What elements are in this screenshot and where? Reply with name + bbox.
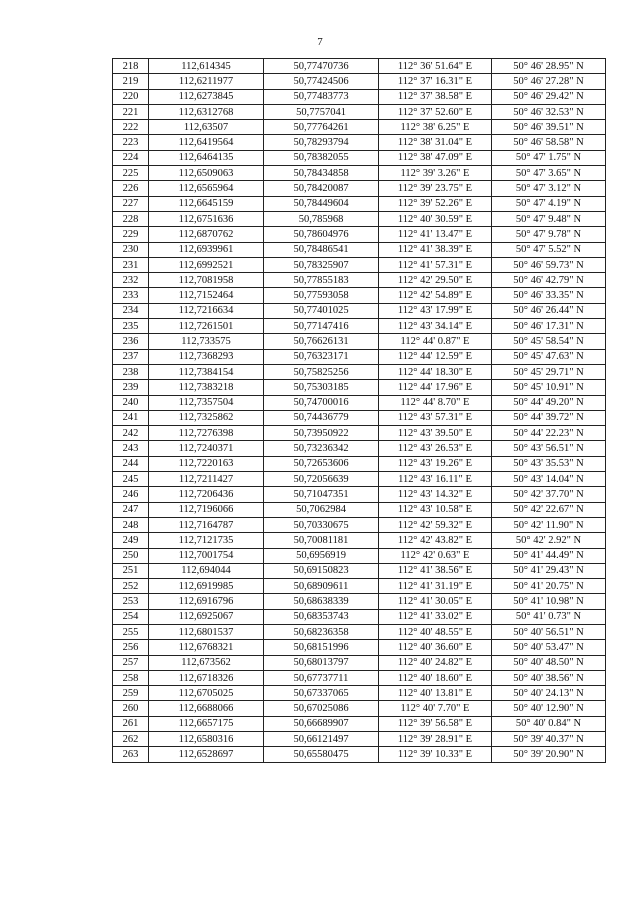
point-number-cell: 260 xyxy=(113,701,149,716)
y-decimal-cell: 50,68909611 xyxy=(264,579,379,594)
table-row xyxy=(113,74,606,89)
table-row xyxy=(113,472,606,487)
point-number-cell: 234 xyxy=(113,303,149,318)
latitude-dms-cell: 50° 42' 2.92" N xyxy=(492,533,606,548)
point-number-cell: 223 xyxy=(113,135,149,150)
longitude-dms-cell: 112° 44' 18.30" E xyxy=(379,364,492,379)
x-decimal-cell: 112,7220163 xyxy=(149,456,264,471)
point-number-cell: 225 xyxy=(113,166,149,181)
y-decimal-cell: 50,68236358 xyxy=(264,624,379,639)
y-decimal-cell: 50,76323171 xyxy=(264,349,379,364)
point-number-cell: 240 xyxy=(113,395,149,410)
table-row xyxy=(113,655,606,670)
latitude-dms-cell: 50° 43' 56.51" N xyxy=(492,441,606,456)
y-decimal-cell: 50,78486541 xyxy=(264,242,379,257)
longitude-dms-cell: 112° 42' 29.50" E xyxy=(379,273,492,288)
point-number-cell: 222 xyxy=(113,120,149,135)
point-number-cell: 253 xyxy=(113,594,149,609)
x-decimal-cell: 112,63507 xyxy=(149,120,264,135)
longitude-dms-cell: 112° 40' 18.60" E xyxy=(379,670,492,685)
latitude-dms-cell: 50° 42' 22.67" N xyxy=(492,502,606,517)
table-row xyxy=(113,686,606,701)
point-number-cell: 242 xyxy=(113,426,149,441)
table-row xyxy=(113,150,606,165)
longitude-dms-cell: 112° 43' 26.53" E xyxy=(379,441,492,456)
x-decimal-cell: 112,6528697 xyxy=(149,747,264,762)
table-row xyxy=(113,135,606,150)
x-decimal-cell: 112,6992521 xyxy=(149,257,264,272)
latitude-dms-cell: 50° 41' 29.43" N xyxy=(492,563,606,578)
y-decimal-cell: 50,65580475 xyxy=(264,747,379,762)
latitude-dms-cell: 50° 40' 56.51" N xyxy=(492,624,606,639)
y-decimal-cell: 50,68151996 xyxy=(264,640,379,655)
point-number-cell: 249 xyxy=(113,533,149,548)
x-decimal-cell: 112,6919985 xyxy=(149,579,264,594)
latitude-dms-cell: 50° 40' 48.50" N xyxy=(492,655,606,670)
latitude-dms-cell: 50° 44' 22.23" N xyxy=(492,426,606,441)
point-number-cell: 256 xyxy=(113,640,149,655)
point-number-cell: 252 xyxy=(113,579,149,594)
latitude-dms-cell: 50° 47' 9.78" N xyxy=(492,227,606,242)
point-number-cell: 243 xyxy=(113,441,149,456)
table-row xyxy=(113,334,606,349)
x-decimal-cell: 112,6705025 xyxy=(149,686,264,701)
table-row xyxy=(113,410,606,425)
longitude-dms-cell: 112° 42' 59.32" E xyxy=(379,517,492,532)
longitude-dms-cell: 112° 42' 0.63" E xyxy=(379,548,492,563)
y-decimal-cell: 50,7757041 xyxy=(264,104,379,119)
longitude-dms-cell: 112° 39' 52.26" E xyxy=(379,196,492,211)
point-number-cell: 262 xyxy=(113,732,149,747)
y-decimal-cell: 50,7062984 xyxy=(264,502,379,517)
y-decimal-cell: 50,78434858 xyxy=(264,166,379,181)
x-decimal-cell: 112,6801537 xyxy=(149,624,264,639)
latitude-dms-cell: 50° 41' 0.73" N xyxy=(492,609,606,624)
y-decimal-cell: 50,77855183 xyxy=(264,273,379,288)
y-decimal-cell: 50,74700016 xyxy=(264,395,379,410)
x-decimal-cell: 112,6565964 xyxy=(149,181,264,196)
y-decimal-cell: 50,76626131 xyxy=(264,334,379,349)
y-decimal-cell: 50,78325907 xyxy=(264,257,379,272)
table-row xyxy=(113,349,606,364)
table-row xyxy=(113,120,606,135)
point-number-cell: 221 xyxy=(113,104,149,119)
longitude-dms-cell: 112° 40' 13.81" E xyxy=(379,686,492,701)
y-decimal-cell: 50,78604976 xyxy=(264,227,379,242)
longitude-dms-cell: 112° 40' 36.60" E xyxy=(379,640,492,655)
point-number-cell: 245 xyxy=(113,472,149,487)
table-row xyxy=(113,716,606,731)
longitude-dms-cell: 112° 41' 13.47" E xyxy=(379,227,492,242)
x-decimal-cell: 112,7001754 xyxy=(149,548,264,563)
latitude-dms-cell: 50° 46' 33.35" N xyxy=(492,288,606,303)
longitude-dms-cell: 112° 37' 16.31" E xyxy=(379,74,492,89)
x-decimal-cell: 112,733575 xyxy=(149,334,264,349)
longitude-dms-cell: 112° 39' 3.26" E xyxy=(379,166,492,181)
point-number-cell: 224 xyxy=(113,150,149,165)
longitude-dms-cell: 112° 43' 57.31" E xyxy=(379,410,492,425)
longitude-dms-cell: 112° 44' 8.70" E xyxy=(379,395,492,410)
table-row xyxy=(113,441,606,456)
table-row xyxy=(113,319,606,334)
latitude-dms-cell: 50° 40' 12.90" N xyxy=(492,701,606,716)
longitude-dms-cell: 112° 37' 52.60" E xyxy=(379,104,492,119)
table-row xyxy=(113,395,606,410)
x-decimal-cell: 112,7121735 xyxy=(149,533,264,548)
longitude-dms-cell: 112° 41' 30.05" E xyxy=(379,594,492,609)
latitude-dms-cell: 50° 40' 0.84" N xyxy=(492,716,606,731)
y-decimal-cell: 50,73950922 xyxy=(264,426,379,441)
latitude-dms-cell: 50° 46' 58.58" N xyxy=(492,135,606,150)
table-row xyxy=(113,380,606,395)
table-row xyxy=(113,747,606,762)
point-number-cell: 238 xyxy=(113,364,149,379)
table-row xyxy=(113,227,606,242)
y-decimal-cell: 50,77764261 xyxy=(264,120,379,135)
table-row xyxy=(113,487,606,502)
y-decimal-cell: 50,78382055 xyxy=(264,150,379,165)
x-decimal-cell: 112,6688066 xyxy=(149,701,264,716)
x-decimal-cell: 112,7383218 xyxy=(149,380,264,395)
x-decimal-cell: 112,673562 xyxy=(149,655,264,670)
table-row xyxy=(113,104,606,119)
latitude-dms-cell: 50° 45' 47.63" N xyxy=(492,349,606,364)
latitude-dms-cell: 50° 46' 59.73" N xyxy=(492,257,606,272)
point-number-cell: 220 xyxy=(113,89,149,104)
x-decimal-cell: 112,7196066 xyxy=(149,502,264,517)
y-decimal-cell: 50,66689907 xyxy=(264,716,379,731)
latitude-dms-cell: 50° 47' 3.65" N xyxy=(492,166,606,181)
y-decimal-cell: 50,68013797 xyxy=(264,655,379,670)
y-decimal-cell: 50,77424506 xyxy=(264,74,379,89)
x-decimal-cell: 112,614345 xyxy=(149,59,264,74)
latitude-dms-cell: 50° 45' 29.71" N xyxy=(492,364,606,379)
y-decimal-cell: 50,70330675 xyxy=(264,517,379,532)
latitude-dms-cell: 50° 47' 4.19" N xyxy=(492,196,606,211)
x-decimal-cell: 112,6211977 xyxy=(149,74,264,89)
point-number-cell: 247 xyxy=(113,502,149,517)
latitude-dms-cell: 50° 45' 10.91" N xyxy=(492,380,606,395)
latitude-dms-cell: 50° 39' 20.90" N xyxy=(492,747,606,762)
longitude-dms-cell: 112° 41' 31.19" E xyxy=(379,579,492,594)
x-decimal-cell: 112,6273845 xyxy=(149,89,264,104)
latitude-dms-cell: 50° 43' 35.53" N xyxy=(492,456,606,471)
y-decimal-cell: 50,78293794 xyxy=(264,135,379,150)
table-row xyxy=(113,59,606,74)
point-number-cell: 248 xyxy=(113,517,149,532)
latitude-dms-cell: 50° 47' 5.52" N xyxy=(492,242,606,257)
point-number-cell: 237 xyxy=(113,349,149,364)
longitude-dms-cell: 112° 41' 33.02" E xyxy=(379,609,492,624)
latitude-dms-cell: 50° 46' 26.44" N xyxy=(492,303,606,318)
x-decimal-cell: 112,6870762 xyxy=(149,227,264,242)
x-decimal-cell: 112,6718326 xyxy=(149,670,264,685)
y-decimal-cell: 50,70081181 xyxy=(264,533,379,548)
x-decimal-cell: 112,7325862 xyxy=(149,410,264,425)
point-number-cell: 233 xyxy=(113,288,149,303)
latitude-dms-cell: 50° 40' 38.56" N xyxy=(492,670,606,685)
x-decimal-cell: 112,6312768 xyxy=(149,104,264,119)
latitude-dms-cell: 50° 39' 40.37" N xyxy=(492,732,606,747)
y-decimal-cell: 50,71047351 xyxy=(264,487,379,502)
longitude-dms-cell: 112° 39' 56.58" E xyxy=(379,716,492,731)
table-row xyxy=(113,701,606,716)
latitude-dms-cell: 50° 46' 42.79" N xyxy=(492,273,606,288)
latitude-dms-cell: 50° 43' 14.04" N xyxy=(492,472,606,487)
latitude-dms-cell: 50° 42' 37.70" N xyxy=(492,487,606,502)
table-row xyxy=(113,517,606,532)
point-number-cell: 226 xyxy=(113,181,149,196)
y-decimal-cell: 50,72056639 xyxy=(264,472,379,487)
y-decimal-cell: 50,74436779 xyxy=(264,410,379,425)
longitude-dms-cell: 112° 38' 31.04" E xyxy=(379,135,492,150)
longitude-dms-cell: 112° 41' 57.31" E xyxy=(379,257,492,272)
latitude-dms-cell: 50° 46' 27.28" N xyxy=(492,74,606,89)
coordinates-table xyxy=(112,58,606,763)
y-decimal-cell: 50,73236342 xyxy=(264,441,379,456)
page-number: 7 xyxy=(317,36,323,48)
table-row xyxy=(113,533,606,548)
latitude-dms-cell: 50° 44' 39.72" N xyxy=(492,410,606,425)
x-decimal-cell: 112,7240371 xyxy=(149,441,264,456)
y-decimal-cell: 50,77470736 xyxy=(264,59,379,74)
point-number-cell: 251 xyxy=(113,563,149,578)
longitude-dms-cell: 112° 42' 43.82" E xyxy=(379,533,492,548)
point-number-cell: 261 xyxy=(113,716,149,731)
longitude-dms-cell: 112° 43' 19.26" E xyxy=(379,456,492,471)
table-row xyxy=(113,456,606,471)
x-decimal-cell: 112,6939961 xyxy=(149,242,264,257)
latitude-dms-cell: 50° 40' 53.47" N xyxy=(492,640,606,655)
longitude-dms-cell: 112° 37' 38.58" E xyxy=(379,89,492,104)
table-row xyxy=(113,670,606,685)
latitude-dms-cell: 50° 47' 9.48" N xyxy=(492,211,606,226)
latitude-dms-cell: 50° 46' 39.51" N xyxy=(492,120,606,135)
y-decimal-cell: 50,78420087 xyxy=(264,181,379,196)
point-number-cell: 219 xyxy=(113,74,149,89)
longitude-dms-cell: 112° 40' 48.55" E xyxy=(379,624,492,639)
table-row xyxy=(113,288,606,303)
y-decimal-cell: 50,67737711 xyxy=(264,670,379,685)
longitude-dms-cell: 112° 43' 16.11" E xyxy=(379,472,492,487)
y-decimal-cell: 50,68353743 xyxy=(264,609,379,624)
latitude-dms-cell: 50° 41' 20.75" N xyxy=(492,579,606,594)
x-decimal-cell: 112,7211427 xyxy=(149,472,264,487)
x-decimal-cell: 112,7384154 xyxy=(149,364,264,379)
y-decimal-cell: 50,77401025 xyxy=(264,303,379,318)
longitude-dms-cell: 112° 44' 17.96" E xyxy=(379,380,492,395)
table-row xyxy=(113,196,606,211)
longitude-dms-cell: 112° 38' 6.25" E xyxy=(379,120,492,135)
point-number-cell: 257 xyxy=(113,655,149,670)
table-row xyxy=(113,242,606,257)
point-number-cell: 228 xyxy=(113,211,149,226)
y-decimal-cell: 50,75825256 xyxy=(264,364,379,379)
longitude-dms-cell: 112° 39' 10.33" E xyxy=(379,747,492,762)
y-decimal-cell: 50,77593058 xyxy=(264,288,379,303)
x-decimal-cell: 112,7164787 xyxy=(149,517,264,532)
longitude-dms-cell: 112° 43' 10.58" E xyxy=(379,502,492,517)
table-row xyxy=(113,640,606,655)
x-decimal-cell: 112,6580316 xyxy=(149,732,264,747)
point-number-cell: 232 xyxy=(113,273,149,288)
point-number-cell: 255 xyxy=(113,624,149,639)
latitude-dms-cell: 50° 46' 28.95" N xyxy=(492,59,606,74)
table-row xyxy=(113,548,606,563)
latitude-dms-cell: 50° 47' 3.12" N xyxy=(492,181,606,196)
table-row xyxy=(113,624,606,639)
table-row xyxy=(113,579,606,594)
longitude-dms-cell: 112° 43' 34.14" E xyxy=(379,319,492,334)
table-row xyxy=(113,303,606,318)
table-row xyxy=(113,166,606,181)
point-number-cell: 229 xyxy=(113,227,149,242)
point-number-cell: 254 xyxy=(113,609,149,624)
coordinates-table-body xyxy=(113,59,606,763)
longitude-dms-cell: 112° 39' 28.91" E xyxy=(379,732,492,747)
x-decimal-cell: 112,6751636 xyxy=(149,211,264,226)
table-row xyxy=(113,364,606,379)
latitude-dms-cell: 50° 42' 11.90" N xyxy=(492,517,606,532)
point-number-cell: 246 xyxy=(113,487,149,502)
table-row xyxy=(113,273,606,288)
latitude-dms-cell: 50° 46' 17.31" N xyxy=(492,319,606,334)
y-decimal-cell: 50,785968 xyxy=(264,211,379,226)
point-number-cell: 239 xyxy=(113,380,149,395)
latitude-dms-cell: 50° 46' 32.53" N xyxy=(492,104,606,119)
point-number-cell: 231 xyxy=(113,257,149,272)
point-number-cell: 218 xyxy=(113,59,149,74)
x-decimal-cell: 112,7216634 xyxy=(149,303,264,318)
x-decimal-cell: 112,6925067 xyxy=(149,609,264,624)
table-row xyxy=(113,181,606,196)
x-decimal-cell: 112,7368293 xyxy=(149,349,264,364)
longitude-dms-cell: 112° 42' 54.89" E xyxy=(379,288,492,303)
y-decimal-cell: 50,6956919 xyxy=(264,548,379,563)
table-row xyxy=(113,257,606,272)
table-row xyxy=(113,732,606,747)
point-number-cell: 236 xyxy=(113,334,149,349)
y-decimal-cell: 50,72653606 xyxy=(264,456,379,471)
latitude-dms-cell: 50° 44' 49.20" N xyxy=(492,395,606,410)
longitude-dms-cell: 112° 40' 7.70" E xyxy=(379,701,492,716)
x-decimal-cell: 112,6657175 xyxy=(149,716,264,731)
x-decimal-cell: 112,7152464 xyxy=(149,288,264,303)
y-decimal-cell: 50,75303185 xyxy=(264,380,379,395)
table-row xyxy=(113,563,606,578)
longitude-dms-cell: 112° 41' 38.56" E xyxy=(379,563,492,578)
longitude-dms-cell: 112° 40' 30.59" E xyxy=(379,211,492,226)
table-row xyxy=(113,211,606,226)
y-decimal-cell: 50,78449604 xyxy=(264,196,379,211)
longitude-dms-cell: 112° 38' 47.09" E xyxy=(379,150,492,165)
point-number-cell: 258 xyxy=(113,670,149,685)
x-decimal-cell: 112,6509063 xyxy=(149,166,264,181)
longitude-dms-cell: 112° 43' 14.32" E xyxy=(379,487,492,502)
x-decimal-cell: 112,6464135 xyxy=(149,150,264,165)
x-decimal-cell: 112,7206436 xyxy=(149,487,264,502)
x-decimal-cell: 112,694044 xyxy=(149,563,264,578)
point-number-cell: 241 xyxy=(113,410,149,425)
table-row xyxy=(113,89,606,104)
longitude-dms-cell: 112° 44' 12.59" E xyxy=(379,349,492,364)
point-number-cell: 227 xyxy=(113,196,149,211)
latitude-dms-cell: 50° 46' 29.42" N xyxy=(492,89,606,104)
x-decimal-cell: 112,7276398 xyxy=(149,426,264,441)
latitude-dms-cell: 50° 45' 58.54" N xyxy=(492,334,606,349)
y-decimal-cell: 50,66121497 xyxy=(264,732,379,747)
x-decimal-cell: 112,6645159 xyxy=(149,196,264,211)
x-decimal-cell: 112,7357504 xyxy=(149,395,264,410)
longitude-dms-cell: 112° 44' 0.87" E xyxy=(379,334,492,349)
x-decimal-cell: 112,7261501 xyxy=(149,319,264,334)
y-decimal-cell: 50,77147416 xyxy=(264,319,379,334)
point-number-cell: 235 xyxy=(113,319,149,334)
y-decimal-cell: 50,67025086 xyxy=(264,701,379,716)
point-number-cell: 263 xyxy=(113,747,149,762)
latitude-dms-cell: 50° 41' 10.98" N xyxy=(492,594,606,609)
x-decimal-cell: 112,6419564 xyxy=(149,135,264,150)
y-decimal-cell: 50,68638339 xyxy=(264,594,379,609)
longitude-dms-cell: 112° 41' 38.39" E xyxy=(379,242,492,257)
longitude-dms-cell: 112° 36' 51.64" E xyxy=(379,59,492,74)
latitude-dms-cell: 50° 47' 1.75" N xyxy=(492,150,606,165)
latitude-dms-cell: 50° 40' 24.13" N xyxy=(492,686,606,701)
y-decimal-cell: 50,67337065 xyxy=(264,686,379,701)
table-row xyxy=(113,502,606,517)
table-row xyxy=(113,426,606,441)
longitude-dms-cell: 112° 40' 24.82" E xyxy=(379,655,492,670)
point-number-cell: 259 xyxy=(113,686,149,701)
point-number-cell: 230 xyxy=(113,242,149,257)
y-decimal-cell: 50,69150823 xyxy=(264,563,379,578)
x-decimal-cell: 112,6768321 xyxy=(149,640,264,655)
y-decimal-cell: 50,77483773 xyxy=(264,89,379,104)
table-row xyxy=(113,594,606,609)
point-number-cell: 244 xyxy=(113,456,149,471)
point-number-cell: 250 xyxy=(113,548,149,563)
latitude-dms-cell: 50° 41' 44.49" N xyxy=(492,548,606,563)
longitude-dms-cell: 112° 43' 39.50" E xyxy=(379,426,492,441)
x-decimal-cell: 112,6916796 xyxy=(149,594,264,609)
x-decimal-cell: 112,7081958 xyxy=(149,273,264,288)
longitude-dms-cell: 112° 39' 23.75" E xyxy=(379,181,492,196)
table-row xyxy=(113,609,606,624)
longitude-dms-cell: 112° 43' 17.99" E xyxy=(379,303,492,318)
